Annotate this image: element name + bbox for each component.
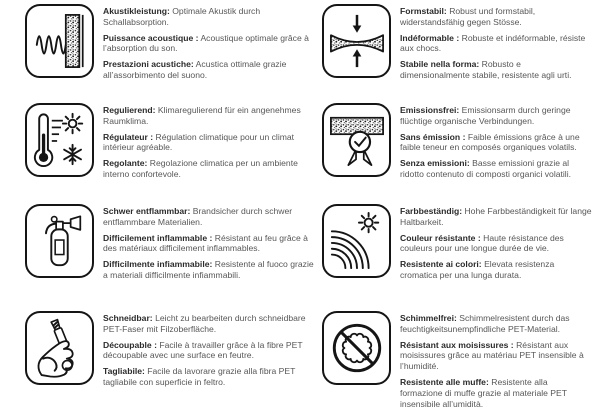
feature-block-regulating	[25, 103, 322, 204]
feature-label: Sans émission :	[400, 131, 466, 142]
feature-description: Acoustique optimale grâce à l’absorption du son.	[103, 32, 309, 54]
feature-label: Couleur résistante :	[400, 232, 481, 243]
feature-label: Regulierend:	[103, 105, 156, 115]
feature-description: Robusto e dimensionalmente stabile, resistente agli urti.	[400, 59, 572, 80]
feature-label: Senza emissioni:	[400, 158, 470, 169]
feature-text-fr	[400, 132, 592, 154]
feature-description: Resistente alla formazione di muffe grazie al materiale PET insensibile all’umidità.	[400, 376, 567, 409]
feature-text-fr	[103, 340, 316, 362]
feature-description: Basse emissioni grazie al ridotto contenuto di composti organici volatili.	[400, 158, 572, 179]
feature-label: Schneidbar:	[103, 313, 153, 323]
feature-text-it	[400, 377, 592, 409]
feature-description: Robuste et indéformable, résiste aux chocs.	[400, 32, 586, 54]
low-emission-icon	[322, 103, 391, 177]
cuttable-icon	[25, 311, 94, 385]
feature-description: Acustica ottimale grazie all’assorbimento del suono.	[103, 59, 287, 80]
feature-description: Schimmelresistent durch das feuchtigkeitsunempfindliche PET-Material.	[400, 313, 570, 334]
feature-text-de	[400, 206, 592, 228]
feature-block-flame-retardant	[25, 204, 322, 311]
feature-text-de	[103, 206, 316, 228]
feature-label: Schwer entflammbar:	[103, 206, 191, 216]
sun-glyph	[62, 114, 81, 133]
color-fastness-icon	[322, 204, 391, 278]
feature-description: Regolazione climatica per un ambiente interno confortevole.	[103, 158, 298, 179]
feature-description: Robust und formstabil, widerstandsfähig gegen Stösse.	[400, 6, 536, 27]
feature-label: Découpable :	[103, 339, 157, 350]
feature-text-it	[400, 158, 592, 180]
feature-label: Difficilement inflammable :	[103, 232, 213, 243]
sound-absorption-icon	[25, 4, 94, 78]
feature-description: Leicht zu bearbeiten durch schneidbare PET-Faser mit Filzoberfläche.	[103, 313, 306, 334]
feature-description: Résistant au feu grâce à des matériaux difficilement inflammables.	[103, 232, 308, 254]
feature-text-de	[400, 105, 592, 127]
feature-text-fr	[400, 340, 592, 372]
feature-description: Facile da lavorare grazie alla fibra PET tagliabile con superficie in feltro.	[103, 366, 296, 387]
feature-description: Elevata resistenza cromatica per una lunga durata.	[400, 259, 555, 280]
feature-text-it	[400, 259, 592, 281]
feature-label: Stabile nella forma:	[400, 59, 480, 70]
feature-description: Resistente al fuoco grazie a materiali difficilmente infiammabili.	[103, 259, 314, 280]
snowflake-glyph	[64, 145, 81, 164]
feature-label: Formstabil:	[400, 6, 447, 16]
feature-label: Regolante:	[103, 158, 148, 169]
feature-description: Emissionsarm durch geringe flüchtige organische Verbindungen.	[400, 105, 571, 126]
feature-label: Résistant aux moisissures :	[400, 339, 514, 350]
feature-label: Emissionsfrei:	[400, 105, 460, 115]
feature-text-fr	[400, 233, 592, 255]
feature-description: Résistant aux moisissures grâce au matériau PET insensible à l’humidité.	[400, 339, 584, 372]
feature-text-de	[103, 313, 316, 335]
feature-text-fr	[103, 233, 316, 255]
feature-text-it	[400, 59, 592, 81]
feature-block-emission-free	[322, 103, 598, 204]
feature-text-fr	[400, 33, 592, 55]
feature-text-de	[400, 313, 592, 335]
feature-block-form-stability	[322, 4, 598, 103]
feature-text-de	[103, 6, 316, 28]
feature-label: Akustikleistung:	[103, 6, 170, 16]
feature-description: Brandsicher durch schwer entflammbare Materialien.	[103, 206, 293, 227]
feature-label: Prestazioni acustiche:	[103, 59, 194, 70]
feature-description: Klimaregulierend für ein angenehmes Raumklima.	[103, 105, 301, 126]
feature-label: Indéformable :	[400, 32, 460, 43]
feature-block-acoustic	[25, 4, 322, 103]
feature-label: Tagliabile:	[103, 366, 145, 377]
feature-description: Faible émissions grâce à une faible teneur en composés organiques volatils.	[400, 131, 580, 153]
feature-label: Resistente ai colori:	[400, 259, 482, 270]
feature-text-it	[103, 158, 316, 180]
feature-label: Resistente alle muffe:	[400, 376, 489, 387]
feature-text-it	[103, 59, 316, 81]
feature-description: Facile à travailler grâce à la fibre PET découpable avec une surface en feutre.	[103, 339, 303, 361]
feature-description: Optimale Akustik durch Schallabsorption.	[103, 6, 261, 27]
feature-label: Difficilmente infiammabile:	[103, 259, 213, 270]
feature-block-cuttable	[25, 311, 322, 414]
climate-regulation-icon	[25, 103, 94, 177]
shape-stability-icon	[322, 4, 391, 78]
feature-description: Haute résistance des couleurs pour une longue durée de vie.	[400, 232, 564, 254]
sun-glyph	[358, 213, 377, 232]
feature-text-de	[400, 6, 592, 28]
feature-text-de	[103, 105, 316, 127]
feature-block-mold-free	[322, 311, 598, 414]
feature-description: Régulation climatique pour un climat intérieur agréable.	[103, 131, 295, 153]
feature-label: Régulateur :	[103, 131, 154, 142]
feature-label: Farbbeständig:	[400, 206, 463, 216]
feature-description: Hohe Farbbeständigkeit für lange Haltbarkeit.	[400, 206, 592, 227]
feature-label: Puissance acoustique :	[103, 32, 199, 43]
mold-resistance-icon	[322, 311, 391, 385]
feature-text-it	[103, 259, 316, 281]
feature-block-colorfast	[322, 204, 598, 311]
rainbow-arcs	[331, 231, 368, 268]
fire-resistance-icon	[25, 204, 94, 278]
feature-text-fr	[103, 132, 316, 154]
feature-text-it	[103, 366, 316, 388]
feature-text-fr	[103, 33, 316, 55]
feature-label: Schimmelfrei:	[400, 313, 457, 323]
